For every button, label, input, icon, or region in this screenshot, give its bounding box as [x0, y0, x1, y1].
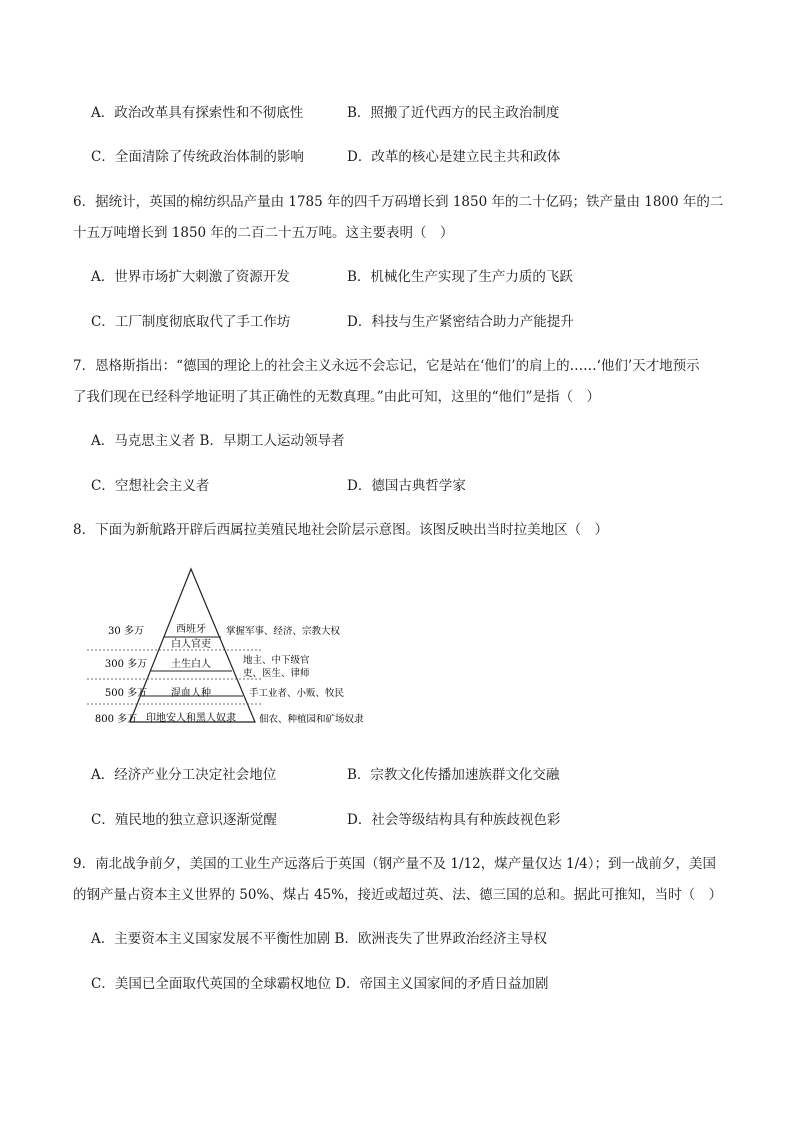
tier-2-count: 300 多万 [104, 659, 148, 670]
q9-option-ab: A．主要资本主义国家发展不平衡性加剧 B．欧洲丧失了世界政治经济主导权 [91, 931, 547, 947]
q6-option-d: D．科技与生产紧密结合助力产能提升 [347, 314, 574, 330]
tier-3-count: 500 多万 [104, 688, 148, 699]
tier-1-name-line1: 西班牙 [176, 624, 206, 635]
tier-1-name-line2: 白人官吏 [171, 639, 211, 650]
q7-stem-line2: 了我们现在已经科学地证明了其正确性的无数真理。”由此可知，这里的“他们”是指（ ） [73, 389, 600, 405]
q8-option-b: B．宗教文化传播加速族群文化交融 [347, 767, 560, 783]
q5-option-a: A．政治改革具有探索性和不彻底性 [91, 105, 304, 121]
tier-4-count: 800 多万 [94, 714, 138, 725]
q8-option-d: D．社会等级结构具有种族歧视色彩 [347, 812, 561, 828]
tier-2-role-line1: 地主、中下级官 [243, 655, 310, 666]
q5-option-d: D．改革的核心是建立民主共和政体 [347, 149, 561, 165]
tier-3-name: 混血人种 [171, 688, 211, 699]
q9-option-cd: C．美国已全面取代英国的全球霸权地位 D．帝国主义国家间的矛盾日益加剧 [91, 976, 549, 992]
tier-2-name: 土生白人 [171, 659, 211, 670]
q8-stem: 8．下面为新航路开辟后西属拉美殖民地社会阶层示意图。该图反映出当时拉美地区（ ） [73, 522, 609, 538]
q9-stem-line1: 9．南北战争前夕，美国的工业生产远落后于英国（钢产量不及 1/12，煤产量仅达 1/4）；到一战前夕，美国 [73, 856, 716, 872]
q6-option-c: C．工厂制度彻底取代了手工作坊 [91, 314, 291, 330]
social-hierarchy-pyramid [85, 563, 385, 735]
tier-4-role: 佃农、种植园和矿场奴隶 [259, 714, 364, 725]
q7-option-c: C．空想社会主义者 [91, 478, 210, 494]
q9-stem-line2: 的钢产量占资本主义世界的 50%、煤占 45%，接近或超过英、法、德三国的总和。据此可推知，当时（ ） [73, 887, 723, 903]
q6-option-b: B．机械化生产实现了生产力质的飞跃 [347, 269, 573, 285]
tier-3-role: 手工业者、小贩、牧民 [249, 688, 345, 699]
tier-1-role: 掌握军事、经济、宗教大权 [226, 626, 341, 637]
q6-stem-line1: 6．据统计，英国的棉纺织品产量由 1785 年的四千万码增长到 1850 年的二十亿码；铁产量由 1800 年的二 [73, 194, 724, 210]
q7-option-d: D．德国古典哲学家 [347, 478, 466, 494]
q8-option-c: C．殖民地的独立意识逐渐觉醒 [91, 812, 277, 828]
q5-option-c: C．全面清除了传统政治体制的影响 [91, 149, 304, 165]
tier-2-role-line2: 吏、医生、律师 [243, 668, 310, 679]
q8-option-a: A．经济产业分工决定社会地位 [91, 767, 277, 783]
q7-stem-line1: 7．恩格斯指出：“德国的理论上的社会主义永远不会忘记，它是站在‘他们’的肩上的……‘他们’天才地预示 [73, 358, 700, 374]
tier-1-count: 30 多万 [108, 626, 144, 637]
q6-option-a: A．世界市场扩大刺激了资源开发 [91, 269, 290, 285]
q5-option-b: B．照搬了近代西方的民主政治制度 [347, 105, 560, 121]
q6-stem-line2: 十五万吨增长到 1850 年的二百二十五万吨。这主要表明（ ） [73, 225, 454, 241]
tier-4-name: 印地安人和黑人奴隶 [146, 713, 236, 724]
q7-option-ab: A．马克思主义者 B．早期工人运动领导者 [91, 433, 345, 449]
